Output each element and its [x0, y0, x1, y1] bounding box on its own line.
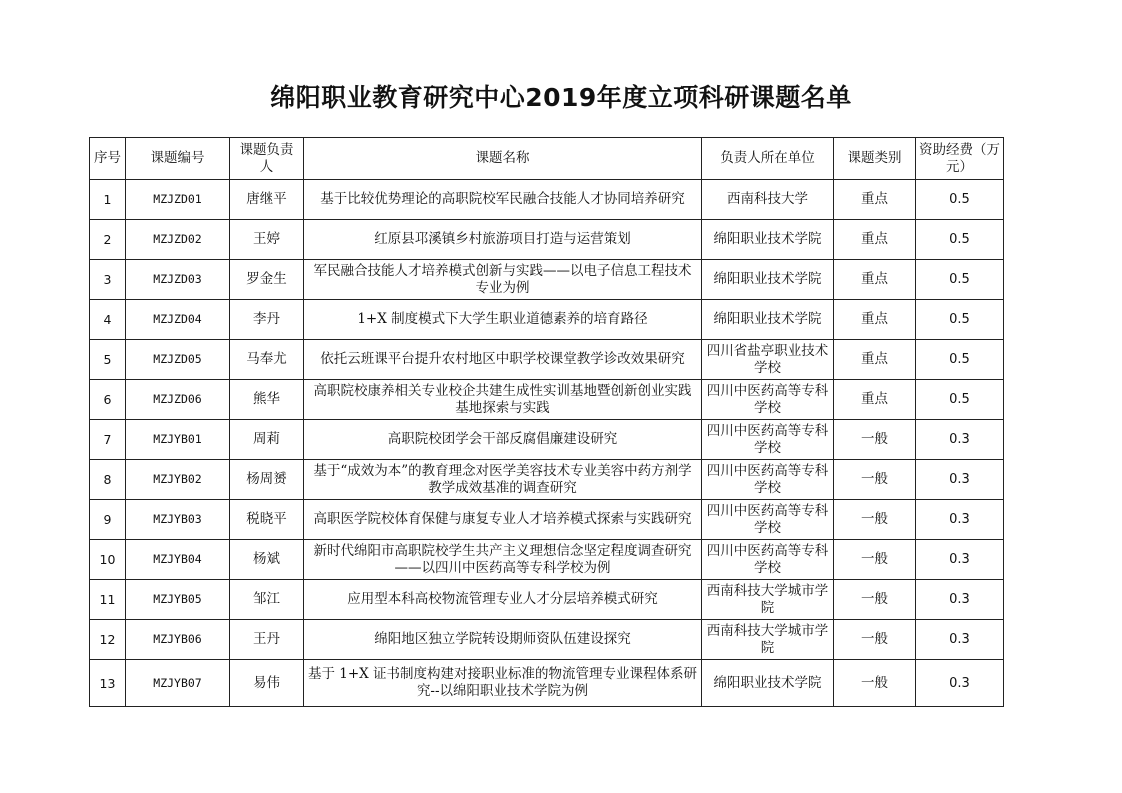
table-row: [90, 300, 1004, 340]
cell-seq: 5: [90, 340, 126, 380]
cell-topic: 高职院校团学会干部反腐倡廉建设研究: [304, 420, 702, 460]
cell-fund: 0.5: [916, 380, 1004, 420]
table-row: [90, 340, 1004, 380]
cell-code: MZJYB05: [126, 580, 230, 620]
cell-category: 重点: [834, 300, 916, 340]
cell-seq: 1: [90, 180, 126, 220]
cell-category: 重点: [834, 340, 916, 380]
cell-fund: 0.5: [916, 180, 1004, 220]
cell-category: 一般: [834, 500, 916, 540]
cell-unit: 四川省盐亭职业技术学校: [702, 340, 834, 380]
cell-code: MZJYB03: [126, 500, 230, 540]
cell-leader: 税晓平: [230, 500, 304, 540]
table-row: [90, 660, 1004, 707]
cell-leader: 李丹: [230, 300, 304, 340]
cell-topic: 高职医学院校体育保健与康复专业人才培养模式探索与实践研究: [304, 500, 702, 540]
cell-unit: 西南科技大学城市学院: [702, 580, 834, 620]
table-row: [90, 260, 1004, 300]
cell-code: MZJYB02: [126, 460, 230, 500]
cell-fund: 0.5: [916, 340, 1004, 380]
cell-code: MZJYB04: [126, 540, 230, 580]
table-row: [90, 580, 1004, 620]
table-row: [90, 460, 1004, 500]
cell-topic: 高职院校康养相关专业校企共建生成性实训基地暨创新创业实践基地探索与实践: [304, 380, 702, 420]
cell-fund: 0.3: [916, 620, 1004, 660]
cell-seq: 3: [90, 260, 126, 300]
cell-seq: 2: [90, 220, 126, 260]
cell-seq: 12: [90, 620, 126, 660]
cell-unit: 西南科技大学: [702, 180, 834, 220]
cell-unit: 绵阳职业技术学院: [702, 220, 834, 260]
cell-topic: 红原县邛溪镇乡村旅游项目打造与运营策划: [304, 220, 702, 260]
cell-leader: 周莉: [230, 420, 304, 460]
page-title: 绵阳职业教育研究中心2019年度立项科研课题名单: [270, 83, 852, 112]
cell-seq: 6: [90, 380, 126, 420]
cell-category: 一般: [834, 620, 916, 660]
cell-leader: 王丹: [230, 620, 304, 660]
cell-unit: 绵阳职业技术学院: [702, 260, 834, 300]
table-row: [90, 540, 1004, 580]
cell-topic: 1+X 制度模式下大学生职业道德素养的培育路径: [304, 300, 702, 340]
cell-code: MZJZD03: [126, 260, 230, 300]
cell-fund: 0.5: [916, 300, 1004, 340]
cell-category: 重点: [834, 380, 916, 420]
cell-unit: 四川中医药高等专科学校: [702, 420, 834, 460]
cell-topic: 新时代绵阳市高职院校学生共产主义理想信念坚定程度调查研究——以四川中医药高等专科学校为例: [304, 540, 702, 580]
cell-code: MZJZD05: [126, 340, 230, 380]
cell-code: MZJZD01: [126, 180, 230, 220]
cell-fund: 0.3: [916, 660, 1004, 707]
table-row: [90, 380, 1004, 420]
cell-code: MZJYB06: [126, 620, 230, 660]
cell-topic: 基于比较优势理论的高职院校军民融合技能人才协同培养研究: [304, 180, 702, 220]
cell-fund: 0.3: [916, 500, 1004, 540]
table-row: [90, 180, 1004, 220]
cell-unit: 四川中医药高等专科学校: [702, 460, 834, 500]
cell-seq: 10: [90, 540, 126, 580]
cell-seq: 7: [90, 420, 126, 460]
table-row: [90, 620, 1004, 660]
cell-topic: 绵阳地区独立学院转设期师资队伍建设探究: [304, 620, 702, 660]
cell-seq: 8: [90, 460, 126, 500]
cell-category: 一般: [834, 580, 916, 620]
table-row: [90, 420, 1004, 460]
cell-leader: 马奉尤: [230, 340, 304, 380]
table-row: [90, 220, 1004, 260]
cell-category: 重点: [834, 220, 916, 260]
cell-leader: 易伟: [230, 660, 304, 707]
cell-fund: 0.3: [916, 540, 1004, 580]
cell-code: MZJZD02: [126, 220, 230, 260]
cell-category: 重点: [834, 180, 916, 220]
cell-fund: 0.3: [916, 460, 1004, 500]
cell-seq: 9: [90, 500, 126, 540]
cell-unit: 绵阳职业技术学院: [702, 300, 834, 340]
cell-fund: 0.3: [916, 420, 1004, 460]
cell-leader: 杨周赟: [230, 460, 304, 500]
cell-topic: 基于“成效为本”的教育理念对医学美容技术专业美容中药方剂学教学成效基准的调查研究: [304, 460, 702, 500]
header-category: 课题类别: [834, 138, 916, 180]
cell-category: 一般: [834, 460, 916, 500]
cell-unit: 四川中医药高等专科学校: [702, 540, 834, 580]
cell-topic: 应用型本科高校物流管理专业人才分层培养模式研究: [304, 580, 702, 620]
cell-unit: 西南科技大学城市学院: [702, 620, 834, 660]
cell-unit: 四川中医药高等专科学校: [702, 380, 834, 420]
cell-code: MZJYB01: [126, 420, 230, 460]
cell-category: 重点: [834, 260, 916, 300]
cell-topic: 基于 1+X 证书制度构建对接职业标准的物流管理专业课程体系研究--以绵阳职业技术学院为例: [304, 660, 702, 707]
cell-topic: 军民融合技能人才培养模式创新与实践——以电子信息工程技术专业为例: [304, 260, 702, 300]
cell-unit: 四川中医药高等专科学校: [702, 500, 834, 540]
cell-fund: 0.5: [916, 220, 1004, 260]
cell-leader: 熊华: [230, 380, 304, 420]
cell-seq: 13: [90, 660, 126, 707]
header-seq: 序号: [90, 138, 126, 180]
cell-leader: 唐继平: [230, 180, 304, 220]
cell-category: 一般: [834, 660, 916, 707]
header-fund: 资助经费（万元）: [916, 138, 1004, 180]
cell-code: MZJZD04: [126, 300, 230, 340]
cell-leader: 罗金生: [230, 260, 304, 300]
header-code: 课题编号: [126, 138, 230, 180]
cell-leader: 邹江: [230, 580, 304, 620]
cell-leader: 王婷: [230, 220, 304, 260]
cell-unit: 绵阳职业技术学院: [702, 660, 834, 707]
cell-topic: 依托云班课平台提升农村地区中职学校课堂教学诊改效果研究: [304, 340, 702, 380]
cell-seq: 11: [90, 580, 126, 620]
cell-category: 一般: [834, 420, 916, 460]
header-topic: 课题名称: [304, 138, 702, 180]
cell-seq: 4: [90, 300, 126, 340]
cell-leader: 杨斌: [230, 540, 304, 580]
table-header-row: [90, 138, 1004, 180]
cell-code: MZJZD06: [126, 380, 230, 420]
project-table: [89, 137, 1004, 707]
header-unit: 负责人所在单位: [702, 138, 834, 180]
header-leader: 课题负责人: [230, 138, 304, 180]
cell-code: MZJYB07: [126, 660, 230, 707]
cell-fund: 0.3: [916, 580, 1004, 620]
table-row: [90, 500, 1004, 540]
cell-fund: 0.5: [916, 260, 1004, 300]
cell-category: 一般: [834, 540, 916, 580]
